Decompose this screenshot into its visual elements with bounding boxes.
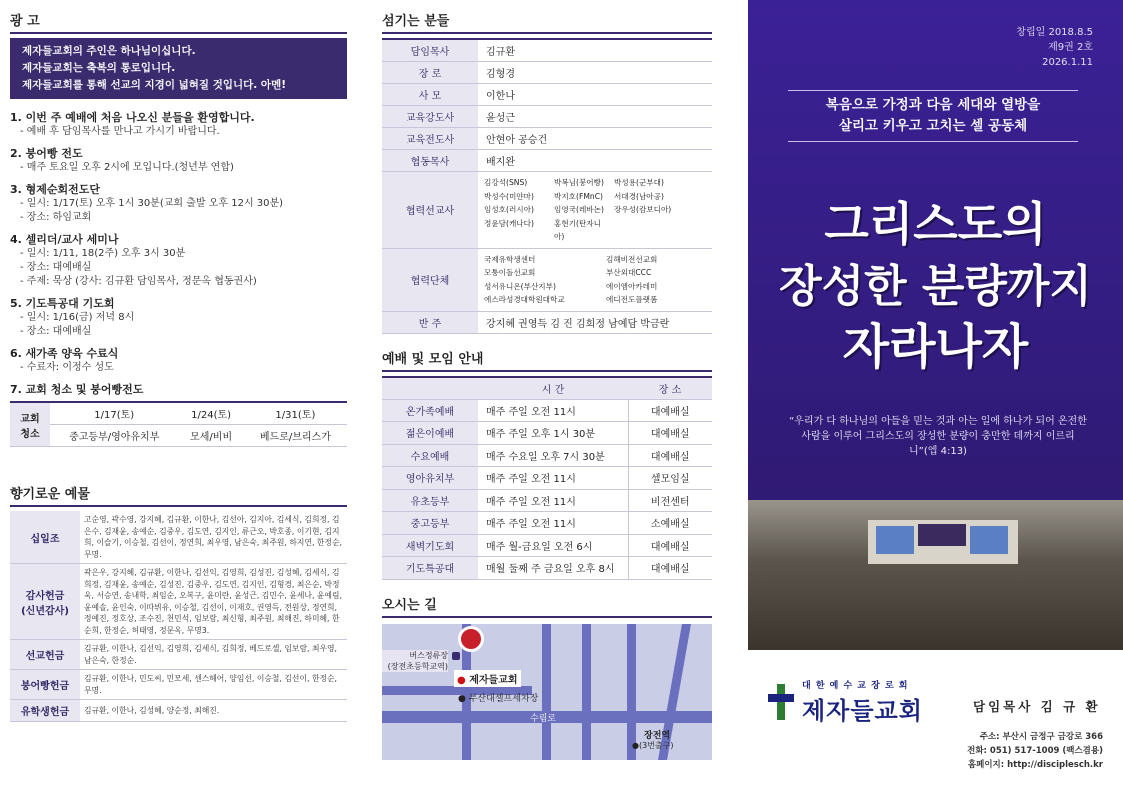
contact-info	[967, 730, 1103, 772]
headline-line-3: 자라나자	[842, 319, 1029, 375]
service-time: 매주 주일 오전 11시	[478, 467, 628, 490]
announcement-line: - 일시: 1/16(금) 저녁 8시	[20, 312, 135, 323]
partner-group: 김해비전선교회	[606, 254, 658, 264]
server-name: 김규환	[478, 39, 712, 62]
landmark-label	[458, 691, 538, 704]
missionary: 박지호(FMnC)	[554, 191, 603, 201]
missionary: 장우성(캄보디아)	[614, 205, 672, 214]
cleaning-table	[10, 401, 347, 447]
service-name: 젊은이예배	[382, 422, 478, 445]
service-name: 중고등부	[382, 512, 478, 535]
phone: 전화: 051) 517-1009 (팩스겸용)	[967, 746, 1103, 756]
table-row	[382, 128, 712, 150]
station-exit-label	[632, 740, 674, 751]
table-row	[382, 311, 712, 333]
service-place: 대예배실	[628, 422, 712, 445]
mission-line: 살리고 키우고 고치는 셀 공동체	[838, 118, 1028, 134]
announcement-item	[10, 345, 347, 375]
offering-label: 선교헌금	[10, 640, 80, 670]
road	[542, 624, 551, 760]
announcement-line: - 예배 후 담임목사를 만나고 가시기 바랍니다.	[20, 126, 220, 137]
offering-names: 김규환, 이한나, 김성혜, 양순정, 최해진.	[80, 700, 347, 722]
cover-panel	[748, 0, 1123, 794]
landmark-name: 부산대셀프세차장	[468, 693, 539, 704]
table-row	[382, 534, 712, 557]
service-name: 영아유치부	[382, 467, 478, 490]
announcement-title: 5. 기도특공대 기도회	[10, 297, 115, 310]
service-place: 셀모임실	[628, 467, 712, 490]
offering-label: 유학생헌금	[10, 700, 80, 722]
church-logo	[768, 678, 923, 726]
church-map-label	[454, 670, 521, 687]
missionaries-cell	[478, 172, 712, 249]
server-role: 교육강도사	[382, 106, 478, 128]
map-pin-icon	[458, 626, 484, 652]
offering-names: 고순영, 곽수영, 강지혜, 김규환, 이한나, 김선아, 김지아, 김세식, 김희정, 김은수, 김재윤, 송예순, 김중우, 김도연, 김지인, 류근오, 박호종, 이기현, 김지희, 이슬기, 이승철, 김선이, 정연희, 최우영, 남은숙, 최주원, 하지연, 한정순, 무명.	[80, 511, 347, 564]
headline-line-2: 장성한 분량까지	[779, 261, 1092, 312]
announcement-line: - 주제: 묵상 (강사: 김규환 담임목사, 정문옥 협동권사)	[20, 276, 257, 287]
table-row	[382, 39, 712, 62]
server-role: 담임목사	[382, 39, 478, 62]
offerings-table	[10, 511, 347, 722]
announcement-line: - 일시: 1/11, 18(2주) 오후 3시 30분	[20, 248, 186, 259]
service-place: 대예배실	[628, 534, 712, 557]
announcement-item	[10, 381, 347, 447]
server-name: 배지완	[478, 150, 712, 172]
partner-group: 모퉁이돌선교회	[484, 268, 536, 277]
church-dot-icon: ●	[457, 674, 466, 686]
offering-label: 감사헌금 (신년감사)	[10, 564, 80, 640]
location-map	[382, 624, 712, 760]
issue-number: 제9권 2호	[1048, 42, 1093, 53]
table-row	[382, 150, 712, 172]
worship-title: 예배 및 모임 안내	[382, 348, 712, 372]
table-header	[382, 377, 712, 400]
cleaning-date: 1/17(토)	[50, 402, 178, 425]
service-name: 유초등부	[382, 489, 478, 512]
missionary: 김강석(SNS)	[484, 178, 528, 187]
church-name: 제자들교회	[802, 697, 923, 725]
announcement-list	[10, 109, 347, 447]
missionary: 박복님(붕어빵)	[554, 178, 604, 187]
announcement-title: 6. 새가족 양육 수료식	[10, 347, 119, 360]
offering-names: 김규환, 이한나, 김선익, 김영희, 김세식, 김희정, 베드로셀, 임보람, 최우영, 남은숙, 한정순.	[80, 640, 347, 670]
missionary: 서대경(남아공)	[614, 191, 664, 201]
ad-banner	[10, 38, 347, 99]
server-name: 안현아 공승건	[478, 128, 712, 150]
table-row	[10, 700, 347, 722]
address: 주소: 부산시 금정구 금강로 366	[979, 732, 1103, 742]
partner-group: 부산외대CCC	[606, 268, 652, 277]
worship-photo	[748, 500, 1123, 650]
groups-cell	[478, 248, 712, 311]
missionary: 홍현기(탄자니아)	[554, 218, 601, 241]
cleaning-team: 중고등부/영아유치부	[50, 425, 178, 447]
partner-group: 성서유니온(부산지부)	[484, 281, 556, 291]
announcement-line: - 장소: 대예배실	[20, 262, 92, 273]
table-row	[382, 399, 712, 422]
bus-icon	[452, 652, 460, 660]
announcement-title: 1. 이번 주 예배에 처음 나오신 분들을 환영합니다.	[10, 111, 255, 124]
offering-label: 붕어빵헌금	[10, 670, 80, 700]
table-row	[10, 670, 347, 700]
accompanist-label: 반 주	[382, 311, 478, 333]
announcement-line: - 장소: 대예배실	[20, 326, 92, 337]
cross-logo-icon	[768, 684, 794, 720]
banner-line: 제자들교회는 축복의 통로입니다.	[22, 62, 176, 74]
offering-label: 십일조	[10, 511, 80, 564]
service-place: 대예배실	[628, 399, 712, 422]
worship-table	[382, 376, 712, 580]
founded-date: 창립일 2018.8.5	[1016, 27, 1093, 38]
announcement-title: 3. 형제순회전도단	[10, 183, 101, 196]
offerings-title: 향기로운 예물	[10, 483, 347, 507]
service-place: 소예배실	[628, 512, 712, 535]
service-place: 비전센터	[628, 489, 712, 512]
cleaning-team: 모세/비비	[178, 425, 243, 447]
table-row	[382, 512, 712, 535]
partner-group: 에스라성경대학원대학교	[484, 295, 565, 304]
server-name: 윤성근	[478, 106, 712, 128]
banner-line: 제자들교회의 주인은 하나님이십니다.	[22, 45, 196, 57]
denomination: 대 한 예 수 교 장 로 회	[802, 681, 909, 691]
partner-group: 에이엠아카데미	[606, 281, 658, 291]
announcement-item	[10, 231, 347, 289]
pastor-signature: 담임목사 김 규 환	[973, 699, 1101, 714]
announcements-title: 광 고	[10, 10, 347, 34]
bus-stop-label: 버스정류장 (장전초등학교역)	[382, 650, 448, 672]
service-place: 대예배실	[628, 557, 712, 580]
service-place: 대예배실	[628, 444, 712, 467]
announcement-line: - 일시: 1/17(토) 오후 1시 30분(교회 출발 오후 12시 30분)	[20, 198, 284, 209]
table-row	[382, 557, 712, 580]
header-blank	[382, 377, 478, 400]
homepage: 홈페이지: http://disciplesch.kr	[967, 760, 1103, 770]
service-name: 새벽기도회	[382, 534, 478, 557]
announcement-item	[10, 109, 347, 139]
station-label: 장전역	[644, 730, 671, 741]
announcement-item	[10, 181, 347, 225]
headline-line-1: 그리스도의	[824, 197, 1047, 251]
cleaning-head: 교회 청소	[10, 402, 50, 447]
table-row	[382, 422, 712, 445]
header-place: 장 소	[628, 377, 712, 400]
station-exit: (3번출구)	[638, 740, 674, 750]
cleaning-date: 1/24(토)	[178, 402, 243, 425]
groups-label: 협력단체	[382, 248, 478, 311]
bible-verse: “우리가 다 하나님의 아들을 믿는 것과 아는 일에 하나가 되어 온전한 사람을 이루어 그리스도의 장성한 분량이 충만한 데까지 이르리니”(엡 4:13)	[789, 416, 1087, 457]
cleaning-team: 베드로/브리스가	[244, 425, 347, 447]
announcement-line: - 매주 토요일 오후 2시에 모입니다.(청년부 연합)	[20, 162, 234, 173]
mission-statement	[788, 90, 1078, 142]
issue-info	[1016, 25, 1093, 70]
road	[582, 624, 591, 760]
table-row	[10, 640, 347, 670]
table-row	[382, 172, 712, 249]
table-row	[382, 489, 712, 512]
service-name: 온가족예배	[382, 399, 478, 422]
servers-table	[382, 38, 712, 334]
service-name: 수요예배	[382, 444, 478, 467]
banner-line: 제자들교회를 통해 선교의 지경이 넓혀질 것입니다. 아멘!	[22, 79, 286, 91]
church-map-name: 제자들교회	[469, 674, 518, 686]
service-name: 기도특공대	[382, 557, 478, 580]
directions-title: 오시는 길	[382, 594, 712, 618]
offering-names: 김규환, 이한나, 민도씨, 민모세, 센스헤어, 양임선, 이승철, 김선이, 한정순, 무명.	[80, 670, 347, 700]
server-name: 이한나	[478, 84, 712, 106]
accompanist-names: 강지혜 권영득 김 진 김희정 남예담 박금란	[478, 311, 712, 333]
service-time: 매주 주일 오전 11시	[478, 512, 628, 535]
offering-names: 곽은우, 강지혜, 김규환, 이한나, 김선익, 김영희, 김성진, 김성혜, 김세식, 김희정, 김재윤, 송예순, 김성진, 김중우, 김도연, 김지인, 김형경, 최은순, 박정욱, 서승연, 송내학, 최임순, 오복구, 윤미란, 윤성근, 김민수, 윤세나, 윤예림, 윤예솔, 윤인숙, 이따뷔유, 이승철, 김선이, 이재호, 권영득, 전원상, 정연희, 정예진, 정호상, 조수진, 천민석, 임보람, 최신형, 최주원, 최해진, 하미혜, 한순희, 한정순, 허태영, 정문옥, 무명3.	[80, 564, 347, 640]
service-time: 매주 주일 오전 11시	[478, 489, 628, 512]
partner-group: 국제유학생센터	[484, 254, 536, 264]
table-row	[382, 106, 712, 128]
header-time: 시 간	[478, 377, 628, 400]
missionary: 박성용(군부대)	[614, 178, 664, 187]
server-role: 장 로	[382, 62, 478, 84]
cleaning-date: 1/31(토)	[244, 402, 347, 425]
service-time: 매주 수요일 오후 7시 30분	[478, 444, 628, 467]
announcement-item	[10, 145, 347, 175]
announcement-line: - 수료자: 이정수 성도	[20, 362, 114, 373]
screen-left	[876, 526, 914, 554]
servers-title: 섬기는 분들	[382, 10, 712, 34]
station-dot-icon: ●	[632, 740, 639, 750]
announcement-line: - 장소: 하임교회	[20, 212, 92, 223]
banner	[918, 524, 966, 546]
screen-right	[970, 526, 1008, 554]
service-time: 매월 둘째 주 금요일 오후 8시	[478, 557, 628, 580]
missionary: 임성호(러시아)	[484, 205, 534, 214]
table-row	[382, 444, 712, 467]
mission-line: 복음으로 가정과 다음 세대와 열방을	[825, 97, 1041, 113]
missionary: 정윤담(캐나다)	[484, 218, 534, 228]
table-row	[382, 84, 712, 106]
service-time: 매주 월-금요일 오전 6시	[478, 534, 628, 557]
issue-date: 2026.1.11	[1042, 57, 1093, 68]
announcement-title: 4. 셀리더/교사 세미나	[10, 233, 119, 246]
landmark-dot-icon: ●	[458, 693, 466, 704]
missionaries-label: 협력선교사	[382, 172, 478, 249]
info-panel	[378, 0, 714, 794]
announcements-panel	[0, 0, 355, 794]
missionary: 박성수(미얀마)	[484, 191, 534, 201]
server-role: 교육전도사	[382, 128, 478, 150]
table-row	[382, 467, 712, 490]
table-row	[382, 248, 712, 311]
road-name: 수림로	[530, 713, 557, 724]
announcement-title: 7. 교회 청소 및 붕어빵전도	[10, 383, 144, 396]
service-time: 매주 주일 오후 1시 30분	[478, 422, 628, 445]
server-role: 사 모	[382, 84, 478, 106]
server-role: 협동목사	[382, 150, 478, 172]
table-row	[382, 62, 712, 84]
table-row	[10, 511, 347, 564]
announcement-title: 2. 붕어빵 전도	[10, 147, 83, 160]
table-row	[10, 564, 347, 640]
server-name: 김형경	[478, 62, 712, 84]
announcement-item	[10, 295, 347, 339]
service-time: 매주 주일 오전 11시	[478, 399, 628, 422]
missionary: 임영국(레바논)	[554, 205, 604, 214]
partner-group: 에디전도플랫폼	[606, 295, 658, 304]
